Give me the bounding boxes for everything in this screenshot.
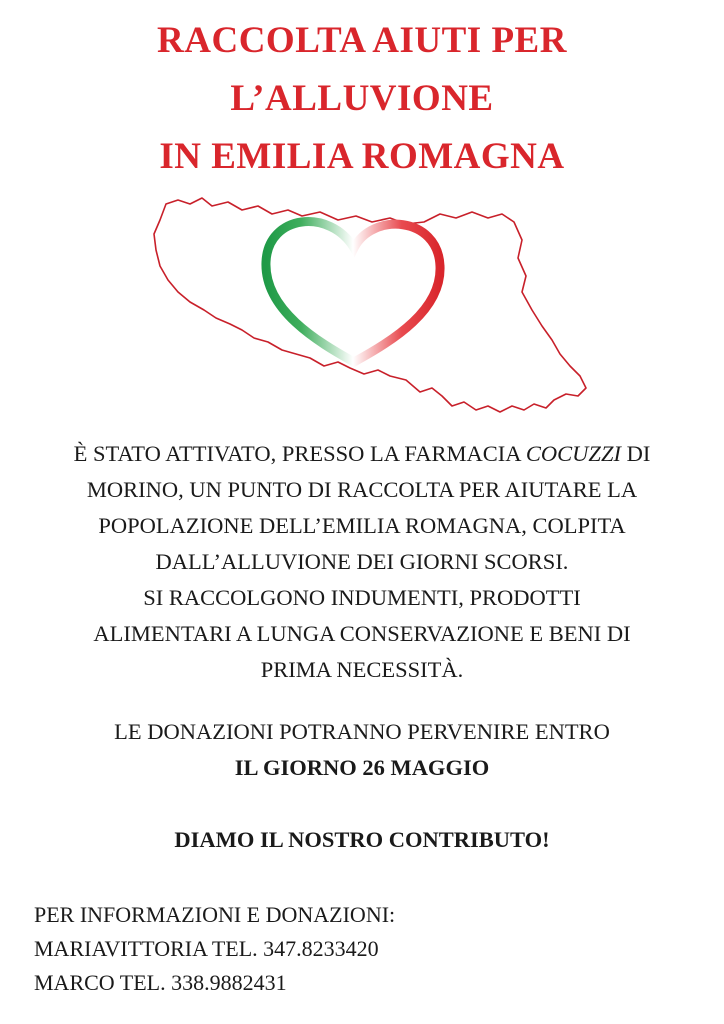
deadline-date: IL GIORNO 26 MAGGIO (234, 755, 490, 780)
tricolor-heart-icon (266, 222, 440, 362)
contact-marco: MARCO TEL. 338.9882431 (34, 970, 287, 995)
announcement-text (20, 436, 704, 688)
donation-deadline (0, 714, 724, 786)
announcement-line: POPOLAZIONE DELL’EMILIA ROMAGNA, COLPITA (98, 513, 626, 538)
announcement-line: MORINO, UN PUNTO DI RACCOLTA PER AIUTARE LA (86, 477, 638, 502)
announcement-line: È STATO ATTIVATO, PRESSO LA FARMACIA COCUZZI DI (73, 441, 651, 466)
title-line-2: L’ALLUVIONE (230, 78, 494, 119)
title-line-3: IN EMILIA ROMAGNA (159, 136, 565, 177)
announcement-line: PRIMA NECESSITÀ. (260, 657, 464, 682)
deadline-text: LE DONAZIONI POTRANNO PERVENIRE ENTRO (114, 719, 610, 744)
poster-title (0, 12, 724, 186)
pharmacy-name: COCUZZI (525, 441, 621, 466)
contact-mariavittoria: MARIAVITTORIA TEL. 347.8233420 (34, 936, 379, 961)
call-to-action: DIAMO IL NOSTRO CONTRIBUTO! (174, 827, 550, 852)
contact-heading: PER INFORMAZIONI E DONAZIONI: (34, 902, 396, 927)
announcement-line: SI RACCOLGONO INDUMENTI, PRODOTTI (143, 585, 581, 610)
announcement-line: DALL’ALLUVIONE DEI GIORNI SCORSI. (155, 549, 569, 574)
emilia-romagna-map-with-tricolor-heart-icon (150, 192, 590, 417)
announcement-line: ALIMENTARI A LUNGA CONSERVAZIONE E BENI DI (93, 621, 631, 646)
contact-info (34, 898, 395, 1000)
title-line-1: RACCOLTA AIUTI PER (157, 20, 567, 61)
